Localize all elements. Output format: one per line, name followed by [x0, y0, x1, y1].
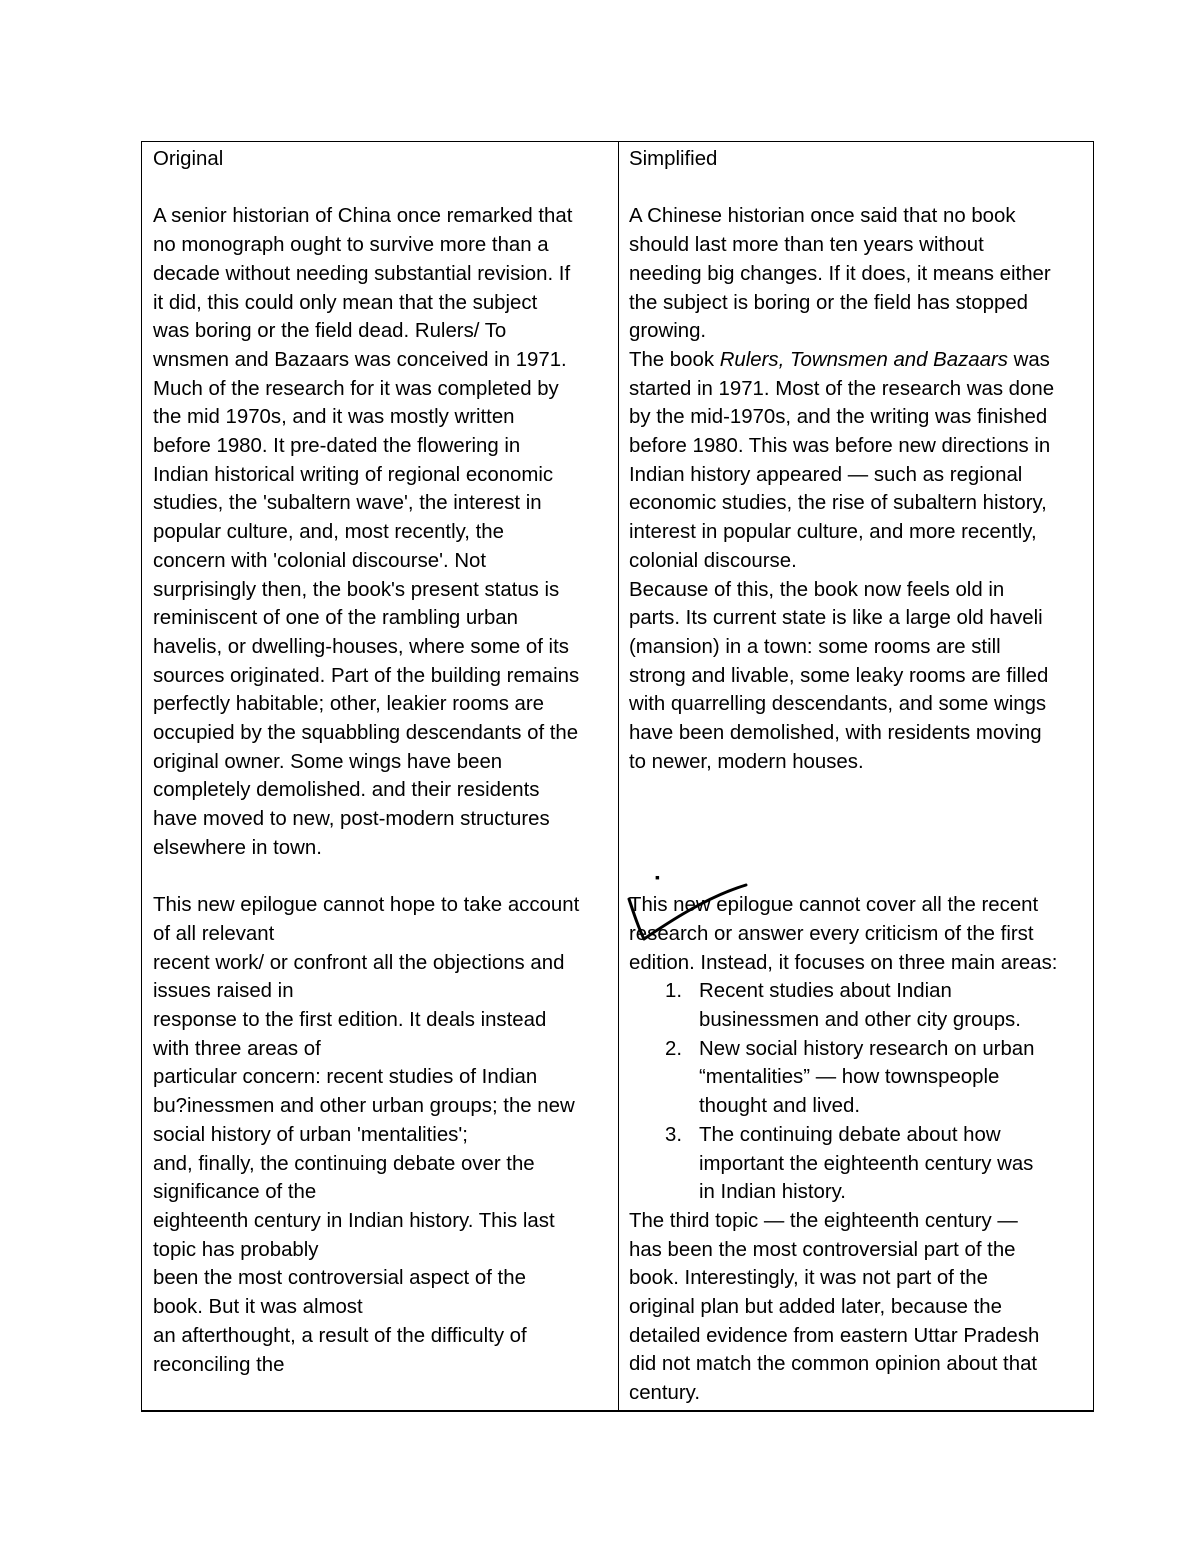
- text-line: research or answer every criticism of the first: [629, 922, 1034, 945]
- text-line: century.: [629, 1382, 701, 1405]
- list-item: [629, 1121, 1057, 1207]
- list-number: 1.: [665, 980, 683, 1003]
- text-line: before 1980. It pre-dated the flowering in: [153, 435, 521, 458]
- list-item: [629, 977, 1057, 1034]
- text-line: did not match the common opinion about that: [629, 1353, 1038, 1376]
- text-line: growing.: [629, 320, 707, 343]
- text-line: completely demolished. and their residents: [153, 779, 540, 802]
- text-line: by the mid-1970s, and the writing was finished: [629, 406, 1048, 429]
- text-line: parts. Its current state is like a large old haveli: [629, 607, 1043, 630]
- original-header: Original: [153, 148, 224, 170]
- simplified-paragraph-2: [629, 346, 1057, 576]
- text-line: social history of urban 'mentalities';: [153, 1123, 468, 1146]
- text-line: book. Interestingly, it was not part of the: [629, 1267, 988, 1290]
- text-line: “mentalities” — how townspeople: [699, 1066, 1000, 1089]
- text-line: businessmen and other city groups.: [699, 1009, 1021, 1032]
- text-line: havelis, or dwelling-houses, where some of its: [153, 635, 569, 658]
- text-line: This new epilogue cannot hope to take account: [153, 894, 580, 917]
- text-line: perfectly habitable; other, leakier rooms are: [153, 693, 545, 716]
- simplified-paragraph-5: [629, 1207, 1057, 1408]
- list-number: 2.: [665, 1037, 683, 1060]
- simplified-paragraph-1: [629, 202, 1057, 346]
- text-line: original plan but added later, because the: [629, 1296, 1002, 1319]
- text-line: the mid 1970s, and it was mostly written: [153, 406, 515, 429]
- text-line: an afterthought, a result of the difficulty of: [153, 1324, 527, 1347]
- original-paragraph-1: [153, 202, 579, 862]
- text-line: bu?inessmen and other urban groups; the new: [153, 1095, 575, 1118]
- text-line: important the eighteenth century was: [699, 1152, 1034, 1175]
- text-line: no monograph ought to survive more than a: [153, 234, 549, 257]
- text-line: original owner. Some wings have been: [153, 750, 503, 773]
- list-item: [629, 1035, 1057, 1121]
- text-line: elsewhere in town.: [153, 836, 322, 859]
- simplified-paragraph-3: [629, 576, 1057, 777]
- text-line: has been the most controversial part of the: [629, 1238, 1016, 1261]
- text-line: studies, the 'subaltern wave', the interest in: [153, 492, 542, 515]
- text-line: occupied by the squabbling descendants of the: [153, 722, 579, 745]
- text-line: recent work/ or confront all the objections and: [153, 951, 565, 974]
- text-line: Indian history appeared — such as regional: [629, 463, 1023, 486]
- stray-dot-mark: ▪: [655, 868, 660, 885]
- text-line: The book Rulers, Townsmen and Bazaars was: [629, 348, 1050, 371]
- text-line: particular concern: recent studies of Indian: [153, 1066, 538, 1089]
- text-line: book. But it was almost: [153, 1296, 363, 1319]
- original-paragraph-2: [153, 891, 579, 1379]
- column-divider: [618, 142, 619, 1410]
- comparison-table: [141, 141, 1094, 1412]
- text-line: Recent studies about Indian: [699, 980, 952, 1003]
- text-line: in Indian history.: [699, 1181, 846, 1204]
- original-column: [153, 145, 579, 1379]
- text-line: and, finally, the continuing debate over the: [153, 1152, 535, 1175]
- text-line: with three areas of: [153, 1037, 321, 1060]
- text-line: Much of the research for it was completed by: [153, 377, 559, 400]
- text-line: concern with 'colonial discourse'. Not: [153, 549, 487, 572]
- text-line: the subject is boring or the field has stopped: [629, 291, 1029, 314]
- text-line: have moved to new, post-modern structures: [153, 808, 550, 831]
- text-line: The continuing debate about how: [699, 1123, 1001, 1146]
- text-line: economic studies, the rise of subaltern history,: [629, 492, 1047, 515]
- text-line: have been demolished, with residents moving: [629, 722, 1042, 745]
- text-line: started in 1971. Most of the research was done: [629, 377, 1055, 400]
- text-line: significance of the: [153, 1181, 317, 1204]
- text-line: reminiscent of one of the rambling urban: [153, 607, 518, 630]
- text-line: sources originated. Part of the building remains: [153, 664, 580, 687]
- text-line: Because of this, the book now feels old in: [629, 578, 1005, 601]
- list-number: 3.: [665, 1123, 683, 1146]
- simplified-paragraph-4: [629, 891, 1057, 977]
- text-line: popular culture, and, most recently, the: [153, 521, 504, 544]
- text-line: A Chinese historian once said that no book: [629, 205, 1016, 228]
- simplified-column: [629, 145, 1057, 1408]
- text-line: (mansion) in a town: some rooms are still: [629, 635, 1001, 658]
- text-line: New social history research on urban: [699, 1037, 1035, 1060]
- text-line: The third topic — the eighteenth century —: [629, 1209, 1018, 1232]
- text-line: was boring or the field dead. Rulers/ To: [153, 320, 507, 343]
- text-line: issues raised in: [153, 980, 294, 1003]
- text-line: decade without needing substantial revision. If: [153, 262, 571, 285]
- book-title: Rulers, Townsmen and Bazaars: [719, 348, 1008, 371]
- text-line: topic has probably: [153, 1238, 319, 1261]
- text-line: it did, this could only mean that the subject: [153, 291, 538, 314]
- text-line: interest in popular culture, and more recently,: [629, 521, 1037, 544]
- text-line: needing big changes. If it does, it means either: [629, 262, 1051, 285]
- text-line: response to the first edition. It deals instead: [153, 1009, 547, 1032]
- simplified-header: Simplified: [629, 148, 718, 170]
- text-line: before 1980. This was before new directions in: [629, 435, 1051, 458]
- text-line: should last more than ten years without: [629, 234, 984, 257]
- text-line: surprisingly then, the book's present status is: [153, 578, 560, 601]
- text-line: edition. Instead, it focuses on three main areas:: [629, 951, 1058, 974]
- text-line: A senior historian of China once remarked that: [153, 205, 573, 228]
- text-line: This new epilogue cannot cover all the recent: [629, 894, 1039, 917]
- text-line: with quarrelling descendants, and some wings: [629, 693, 1047, 716]
- text-line: colonial discourse.: [629, 549, 797, 572]
- text-line: strong and livable, some leaky rooms are filled: [629, 664, 1049, 687]
- text-line: Indian historical writing of regional economic: [153, 463, 554, 486]
- text-line: been the most controversial aspect of the: [153, 1267, 526, 1290]
- text-line: reconciling the: [153, 1353, 285, 1376]
- numbered-list: [629, 977, 1057, 1207]
- text-line: detailed evidence from eastern Uttar Pradesh: [629, 1324, 1040, 1347]
- text-line: of all relevant: [153, 922, 275, 945]
- text-line: thought and lived.: [699, 1095, 860, 1118]
- text-line: eighteenth century in Indian history. This last: [153, 1209, 555, 1232]
- text-line: to newer, modern houses.: [629, 750, 864, 773]
- text-line: wnsmen and Bazaars was conceived in 1971.: [153, 348, 567, 371]
